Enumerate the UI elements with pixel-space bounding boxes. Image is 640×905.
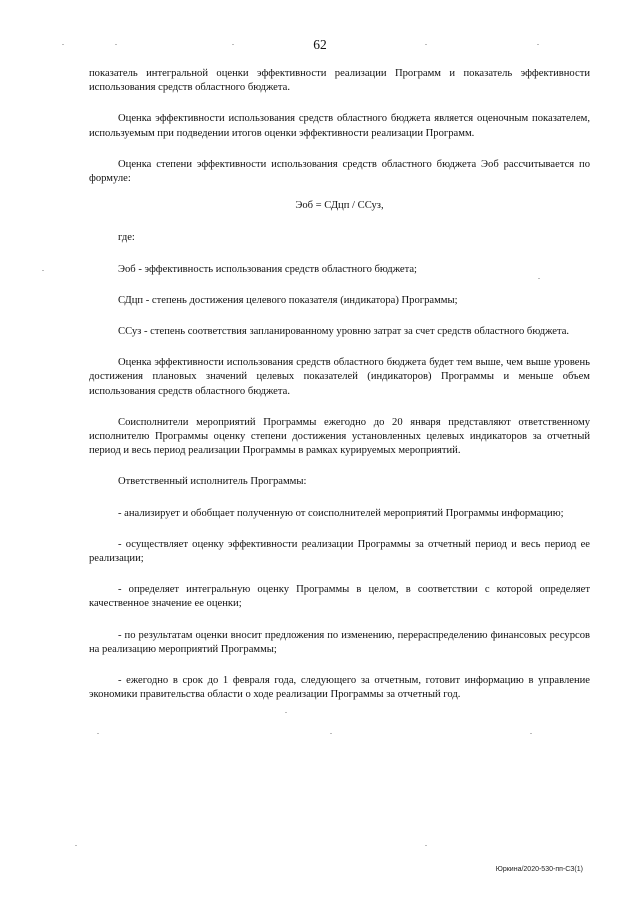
document-body <box>89 67 590 719</box>
list-item-integral-score: - определяет интегральную оценку Программы в целом, в соответствии с которой определяет качественное значение ее оценки; <box>89 584 590 610</box>
paragraph-responsible-executor: Ответственный исполнитель Программы: <box>118 476 307 488</box>
formula: Эоб = СДцп / ССуз, <box>295 200 384 212</box>
scan-speck <box>425 44 427 45</box>
definition-eob: Эоб - эффективность использования средств областного бюджета; <box>118 263 417 275</box>
scan-speck <box>42 270 44 271</box>
scan-speck <box>530 733 532 734</box>
list-item-proposals: - по результатам оценки вносит предложения по изменению, перераспределению финансовых ресурсов на реализацию мероприятий Программы; <box>89 629 590 655</box>
paragraph-efficiency-estimate: Оценка эффективности использования средств областного бюджета является оценочным показателем, используемым при подведении итогов оценки эффективности реализации Программ. <box>89 113 590 139</box>
list-item-annual-report: - ежегодно в срок до 1 февраля года, следующего за отчетным, готовит информацию в управление экономики правительства области о ходе реализации Программы за отчетный год. <box>89 675 590 701</box>
scan-speck <box>330 733 332 734</box>
scan-speck <box>232 44 234 45</box>
definition-sdcp: СДцп - степень достижения целевого показателя (индикатора) Программы; <box>118 294 458 306</box>
scan-speck <box>285 712 287 713</box>
scan-speck <box>537 44 539 45</box>
paragraph-formula-intro: Оценка степени эффективности использования средств областного бюджета Эоб рассчитывается по формуле: <box>89 158 590 185</box>
paragraph-continuation: показатель интегральной оценки эффективности реализации Программ и показатель эффективности использования средств областного бюджета. <box>89 68 590 94</box>
paragraph-efficiency-higher: Оценка эффективности использования средств областного бюджета будет тем выше, чем выше уровень достижения плановых значений целевых показателей (индикаторов) Программы и меньше объем использования средств областного бюджета. <box>89 357 590 397</box>
scan-speck <box>425 845 427 846</box>
scan-speck <box>62 44 64 45</box>
paragraph-where: где: <box>118 232 135 244</box>
scan-speck <box>97 733 99 734</box>
definition-ssuz: ССуз - степень соответствия запланированному уровню затрат за счет средств областного бюджета. <box>118 326 570 338</box>
scan-speck <box>75 845 77 846</box>
paragraph-coexecutors: Соисполнители мероприятий Программы ежегодно до 20 января представляют ответственному исполнителю Программы оценку степени достижения установленных целевых индикаторов за отчетный период и весь период реализации Программы в рамках курируемых мероприятий. <box>89 416 590 457</box>
footer-document-code: Юркина/2020-530-пп-СЗ(1) <box>495 866 583 873</box>
page-number: 62 <box>313 37 327 52</box>
scan-speck <box>115 44 117 45</box>
scan-speck <box>538 278 540 279</box>
list-item-evaluates: - осуществляет оценку эффективности реализации Программы за отчетный период и весь период ее реализации; <box>89 538 590 565</box>
list-item-analyzes: - анализирует и обобщает полученную от соисполнителей мероприятий Программы информацию; <box>118 507 564 519</box>
